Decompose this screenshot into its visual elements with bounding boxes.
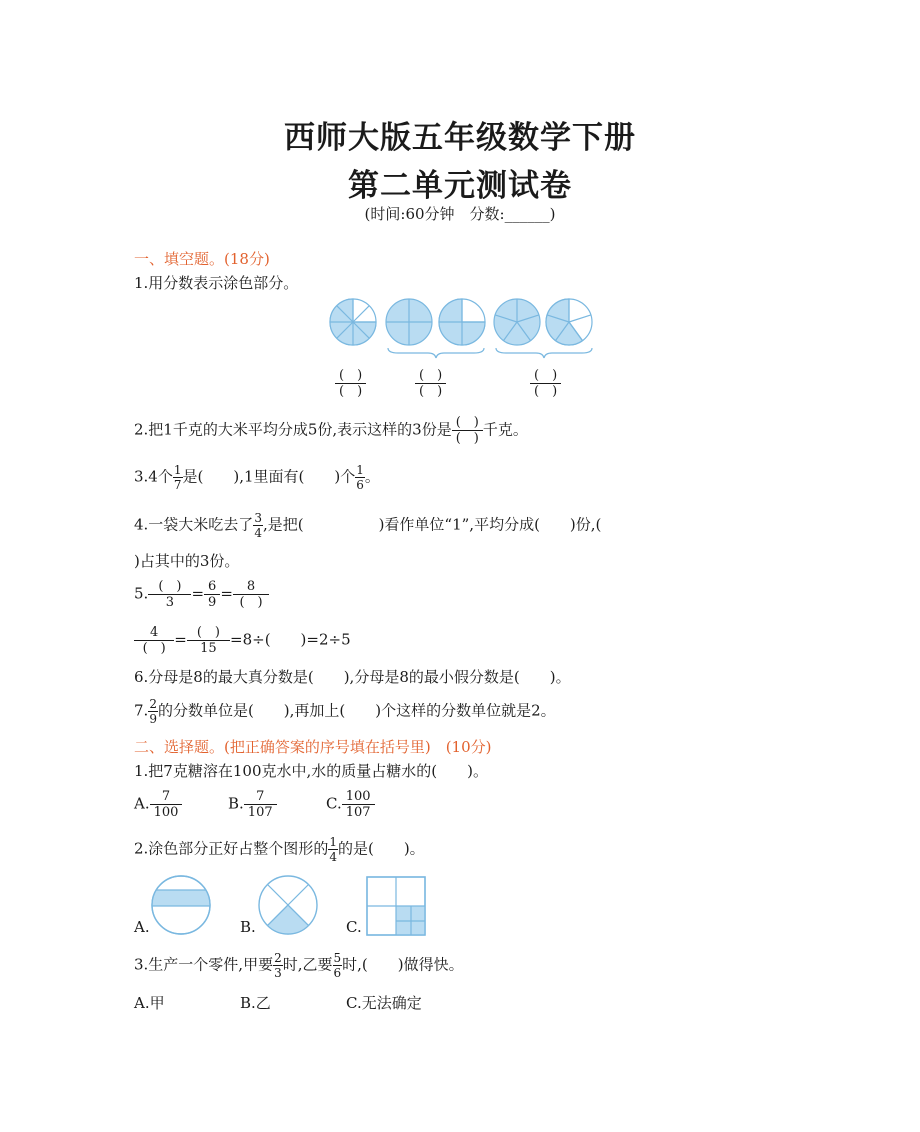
s2-q3-option-c[interactable]: C.无法确定 — [346, 994, 422, 1012]
fraction-one-fourth: $\frac{1}{4}$ — [329, 835, 337, 864]
s1-question5: 5. $\frac{( )}{3}$ = $\frac{6}{9}$ = $\frac{8}{( )}$ — [134, 580, 269, 609]
s2-q2-label-b[interactable]: B. — [240, 918, 256, 936]
section1-heading: 一、填空题。(18分) — [134, 250, 270, 268]
fraction-five-sixths: $\frac{5}{6}$ — [333, 951, 342, 980]
s1-question1: 1.用分数表示涂色部分。 — [134, 274, 299, 292]
s2-q3-option-b[interactable]: B.乙 — [240, 994, 271, 1012]
s1-question2: 2.把1千克的大米平均分成5份,表示这样的3份是 $\frac{( )}{( )}$ 千克。 — [134, 415, 528, 446]
s1-question3: 3.4个 $\frac{1}{7}$ 是( ),1里面有( )个 $\frac{1}{6}$ 。 — [134, 463, 380, 492]
fraction-four-over-blank: $\frac{4}{( )}$ — [134, 626, 174, 655]
fraction-one-sixth: $\frac{1}{6}$ — [356, 463, 364, 492]
s2-question2: 2.涂色部分正好占整个图形的 $\frac{1}{4}$ 的是( )。 — [134, 835, 425, 864]
answer-blank-1[interactable]: $\frac{( )}{( )}$ — [335, 369, 366, 398]
s2-question3: 3.生产一个零件,甲要 $\frac{2}{3}$ 时,乙要 $\frac{5}{6}$ 时,( )做得快。 — [134, 951, 464, 980]
s2-q2-label-a[interactable]: A. — [134, 918, 150, 936]
s1-question5-line2: $\frac{4}{( )}$ = $\frac{( )}{15}$ =8÷( )=2÷5 — [134, 626, 351, 655]
s2-question1: 1.把7克糖溶在100克水中,水的质量占糖水的( )。 — [134, 762, 488, 780]
s1-question6: 6.分母是8的最大真分数是( ),分母是8的最小假分数是( )。 — [134, 668, 571, 686]
answer-blank-3[interactable]: $\frac{( )}{( )}$ — [530, 369, 561, 398]
time-score-line: (时间:60分钟 分数:______) — [364, 205, 556, 223]
fraction-blank-over-15: $\frac{( )}{15}$ — [187, 626, 230, 655]
fraction-two-thirds: $\frac{2}{3}$ — [274, 951, 282, 980]
fraction-one-seventh: $\frac{1}{7}$ — [173, 463, 182, 492]
section2-heading: 二、选择题。(把正确答案的序号填在括号里) (10分) — [134, 738, 492, 756]
page-subtitle: 第二单元测试卷 — [348, 168, 572, 204]
s2-q1-option-c[interactable]: C. $\frac{100}{107}$ — [326, 790, 375, 819]
s1-question4-cont: )占其中的3份。 — [134, 552, 240, 570]
fraction-circles-figure — [328, 298, 593, 360]
page-title: 西师大版五年级数学下册 — [284, 120, 636, 156]
s1-question7: 7. $\frac{2}{9}$ 的分数单位是( ),再加上( )个这样的分数单位就是2。 — [134, 697, 556, 726]
s2-q1-option-a[interactable]: A. $\frac{7}{100}$ — [134, 790, 182, 819]
s1-question4: 4.一袋大米吃去了 $\frac{3}{4}$ ,是把( )看作单位“1”,平均分成( )份,( — [134, 511, 602, 540]
s2-q2-label-c[interactable]: C. — [346, 918, 362, 936]
figure-c-square-quarter — [366, 876, 426, 936]
fraction-three-fourths: $\frac{3}{4}$ — [254, 511, 262, 540]
s2-q1-option-b[interactable]: B. $\frac{7}{107}$ — [228, 790, 277, 819]
s2-q3-option-a[interactable]: A.甲 — [134, 994, 165, 1012]
fraction-two-ninths: $\frac{2}{9}$ — [149, 697, 157, 726]
fraction-six-ninths: $\frac{6}{9}$ — [204, 580, 220, 609]
answer-blank-2[interactable]: $\frac{( )}{( )}$ — [415, 369, 446, 398]
fraction-eight-over-blank: $\frac{8}{( )}$ — [233, 580, 269, 609]
figure-b-circle-quarter — [257, 874, 319, 936]
figure-a-circle-band — [150, 874, 212, 936]
answer-blank-fraction[interactable]: $\frac{( )}{( )}$ — [452, 416, 483, 445]
fraction-blank-over-3: $\frac{( )}{3}$ — [148, 580, 191, 609]
